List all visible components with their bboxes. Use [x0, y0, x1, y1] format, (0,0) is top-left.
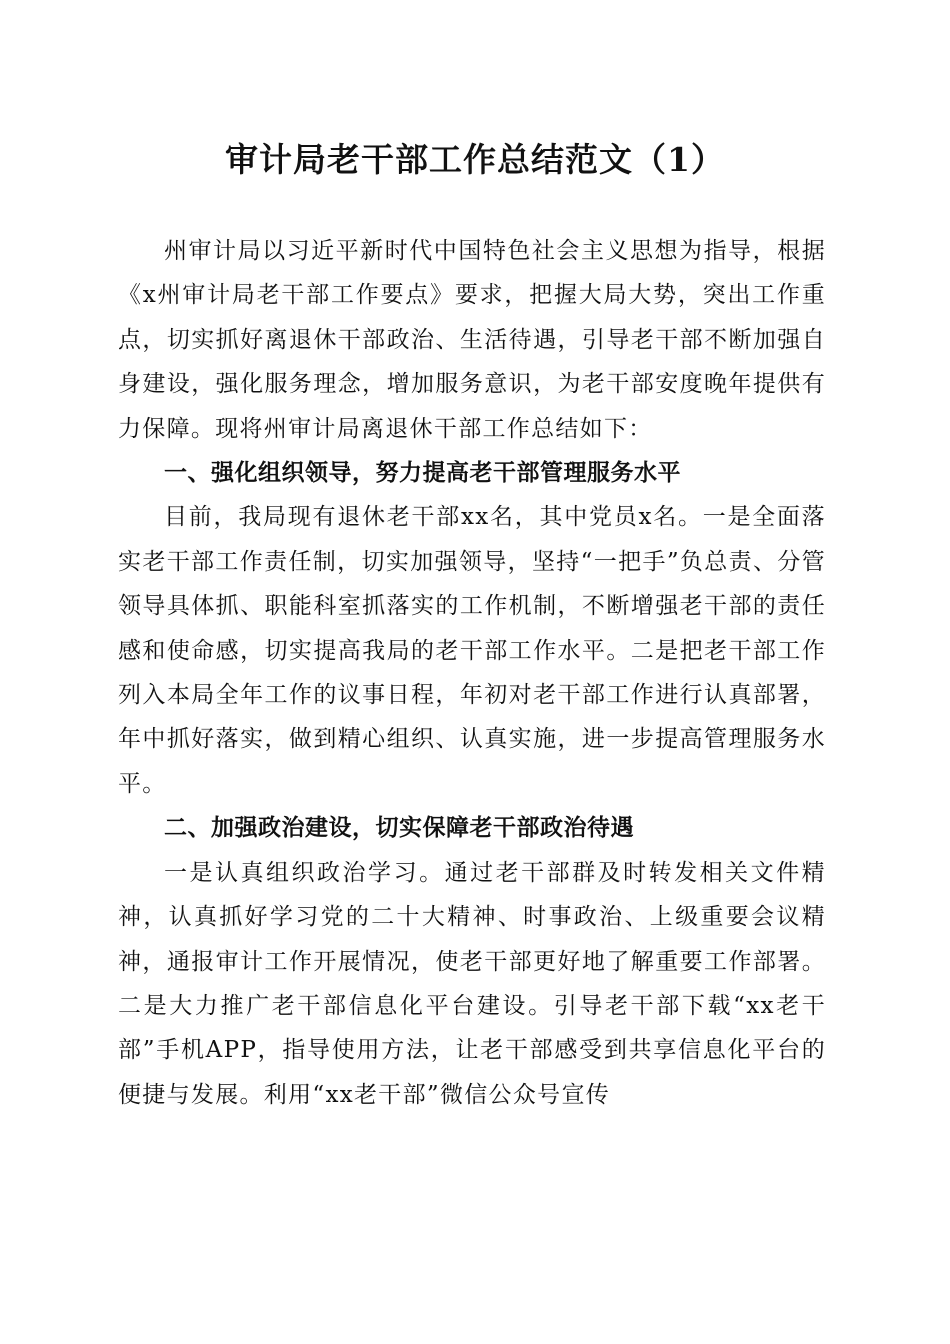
section-1-paragraph: 目前，我局现有退休老干部xx名，其中党员x名。一是全面落实老干部工作责任制，切实加强领导，坚持“一把手”负总责、分管领导具体抓、职能科室抓落实的工作机制，不断增强老干部的责任感和使命感，切实提高我局的老干部工作水平。二是把老干部工作列入本局全年工作的议事日程，年初对老干部工作进行认真部署，年中抓好落实，做到精心组织、认真实施，进一步提高管理服务水平。	[118, 504, 826, 797]
section-1-heading: 一、强化组织领导，努力提高老干部管理服务水平	[164, 460, 681, 487]
intro-paragraph: 州审计局以习近平新时代中国特色社会主义思想为指导，根据《x州审计局老干部工作要点》要求，把握大局大势，突出工作重点，切实抓好离退休干部政治、生活待遇，引导老干部不断加强自身建设，强化服务理念，增加服务意识，为老干部安度晚年提供有力保障。现将州审计局离退休干部工作总结如下：	[118, 238, 826, 442]
document-title: 审计局老干部工作总结范文（1）	[225, 140, 725, 179]
document-body	[118, 229, 826, 1117]
section-2-heading: 二、加强政治建设，切实保障老干部政治待遇	[164, 815, 634, 842]
section-2-paragraph: 一是认真组织政治学习。通过老干部群及时转发相关文件精神，认真抓好学习党的二十大精神、时事政治、上级重要会议精神，通报审计工作开展情况，使老干部更好地了解重要工作部署。二是大力推广老干部信息化平台建设。引导老干部下载“xx老干部”手机APP，指导使用方法，让老干部感受到共享信息化平台的便捷与发展。利用“xx老干部”微信公众号宣传	[118, 859, 826, 1108]
